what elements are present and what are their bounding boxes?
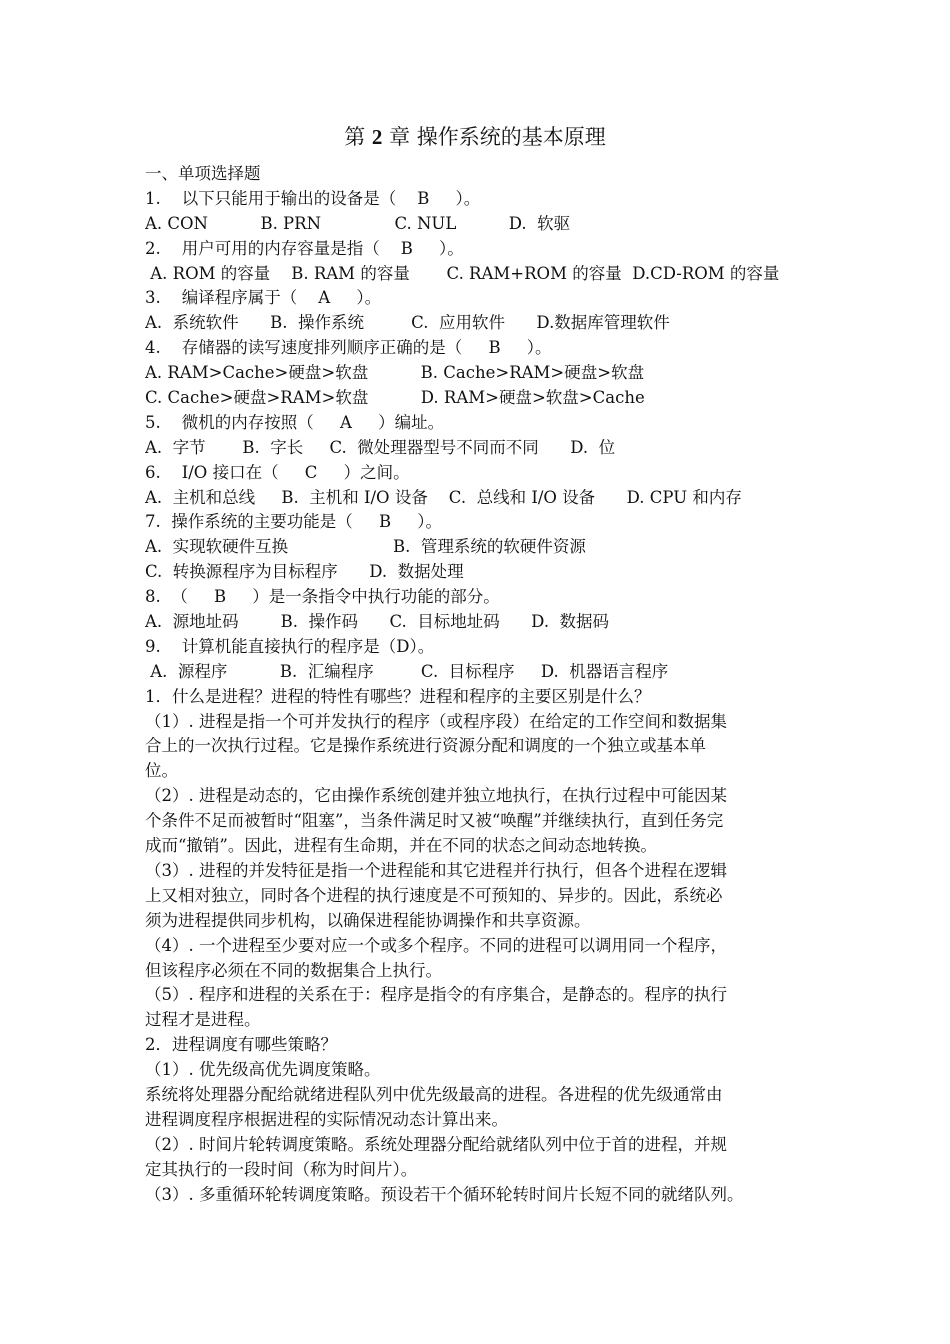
text-line: 过程才是进程。 (145, 1010, 261, 1030)
text-line: 一、单项选择题 (145, 164, 261, 183)
title-number: 2 (371, 125, 383, 149)
text-line: C. 转换源程序为目标程序 D. 数据处理 (145, 562, 464, 582)
text-line: 9. 计算机能直接执行的程序是（D）。 (145, 636, 435, 656)
text-line: 2．进程调度有哪些策略？ (145, 1035, 337, 1055)
text-line: 位。 (145, 761, 178, 781)
text-line: 6. I/O 接口在（ C ）之间。 (145, 462, 410, 482)
text-line: 1. 以下只能用于输出的设备是（ B ）。 (145, 188, 481, 208)
text-line: （2）. 时间片轮转调度策略。系统处理器分配给就绪队列中位于首的进程，并规 (145, 1134, 727, 1154)
text-line: A. 源地址码 B. 操作码 C. 目标地址码 D. 数据码 (145, 612, 610, 632)
document-body (145, 162, 810, 1207)
text-line: A. 字节 B. 字长 C. 微处理器型号不同而不同 D. 位 (145, 437, 616, 457)
text-line: （1）. 进程是指一个可并发执行的程序（或程序段）在给定的工作空间和数据集 (145, 711, 727, 731)
title-prefix: 第 (344, 125, 366, 149)
text-line: 系统将处理器分配给就绪进程队列中优先级最高的进程。各进程的优先级通常由 (145, 1084, 723, 1104)
text-line: 定其执行的一段时间（称为时间片）。 (145, 1159, 418, 1179)
text-line: A. 主机和总线 B. 主机和 I/O 设备 C. 总线和 I/O 设备 D. CPU 和内存 (145, 487, 742, 507)
text-line: A. CON B. PRN C. NUL D. 软驱 (145, 213, 571, 233)
text-line: 2. 用户可用的内存容量是指（ B ）。 (145, 238, 464, 258)
text-line: 进程调度程序根据进程的实际情况动态计算出来。 (145, 1109, 508, 1129)
text-line: 成而“撤销”。因此，进程有生命期，并在不同的状态之间动态地转换。 (145, 836, 657, 856)
title-suffix: 章 操作系统的基本原理 (389, 125, 606, 149)
chapter-title (0, 122, 950, 152)
text-line: C. Cache>硬盘>RAM>软盘 D. RAM>硬盘>软盘>Cache (145, 388, 645, 408)
text-line: （4）. 一个进程至少要对应一个或多个程序。不同的进程可以调用同一个程序， (145, 935, 727, 955)
text-line: A. 源程序 B. 汇编程序 C. 目标程序 D. 机器语言程序 (145, 661, 669, 681)
text-line: （5）. 程序和进程的关系在于：程序是指令的有序集合，是静态的。程序的执行 (145, 985, 727, 1005)
text-line: 合上的一次执行过程。它是操作系统进行资源分配和调度的一个独立或基本单 (145, 736, 706, 756)
text-line: 须为进程提供同步机构，以确保进程能协调操作和共享资源。 (145, 910, 591, 930)
text-line: 8. （ B ）是一条指令中执行功能的部分。 (145, 587, 500, 607)
text-line: A. ROM 的容量 B. RAM 的容量 C. RAM+ROM 的容量 D.CD-ROM 的容量 (145, 263, 780, 283)
text-line: 但该程序必须在不同的数据集合上执行。 (145, 960, 442, 980)
text-line: 1．什么是进程？进程的特性有哪些？进程和程序的主要区别是什么？ (145, 686, 651, 706)
text-line: （1）. 优先级高优先调度策略。 (145, 1060, 381, 1080)
text-line: A. 实现软硬件互换 B. 管理系统的软硬件资源 (145, 537, 586, 557)
text-line: 4. 存储器的读写速度排列顺序正确的是（ B ）。 (145, 338, 552, 358)
text-line: 5. 微机的内存按照（ A ）编址。 (145, 412, 445, 432)
text-line: 3. 编译程序属于（ A ）。 (145, 288, 382, 308)
text-line: （2）. 进程是动态的，它由操作系统创建并独立地执行，在执行过程中可能因某 (145, 786, 727, 806)
text-line: A. 系统软件 B. 操作系统 C. 应用软件 D.数据库管理软件 (145, 313, 670, 333)
text-line: 个条件不足而被暂时“阻塞”，当条件满足时又被“唤醒”并继续执行，直到任务完 (145, 811, 724, 831)
text-line: （3）. 进程的并发特征是指一个进程能和其它进程并行执行，但各个进程在逻辑 (145, 860, 727, 880)
text-line: （3）. 多重循环轮转调度策略。预设若干个循环轮转时间片长短不同的就绪队列。 (145, 1184, 744, 1204)
text-line: 7. 操作系统的主要功能是（ B ）。 (145, 512, 443, 532)
text-line: 上又相对独立，同时各个进程的执行速度是不可预知的、异步的。因此，系统必 (145, 885, 723, 905)
text-line: A. RAM>Cache>硬盘>软盘 B. Cache>RAM>硬盘>软盘 (145, 363, 645, 383)
